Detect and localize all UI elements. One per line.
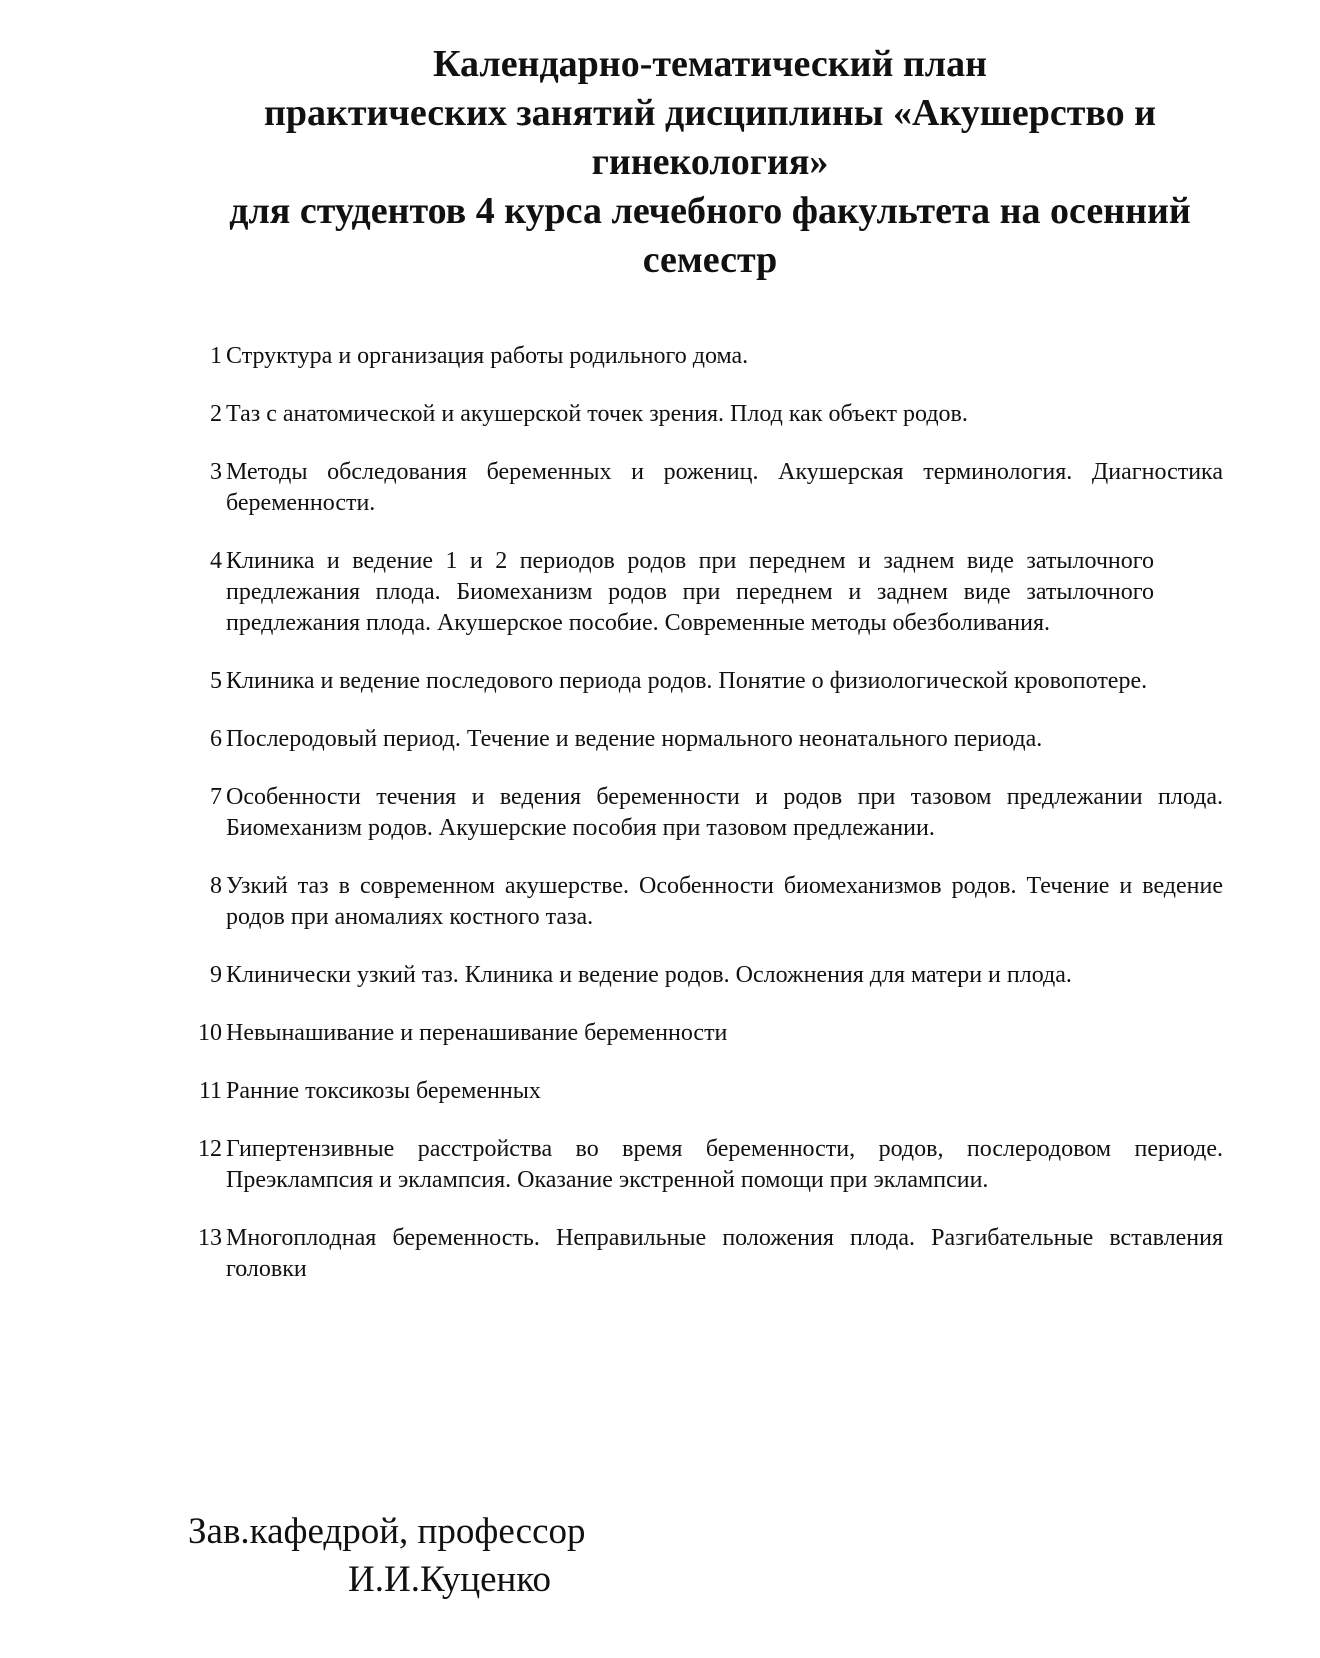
- item-text: Таз с анатомической и акушерской точек зрения. Плод как объект родов.: [226, 401, 968, 427]
- item-text: Многоплодная беременность. Неправильные положения плода. Разгибательные вставления головки: [226, 1225, 1223, 1282]
- title-line: для студентов 4 курса лечебного факультета на осенний: [229, 190, 1191, 232]
- item-number: 11: [198, 1078, 222, 1104]
- list-item: [188, 960, 1223, 991]
- list-item: [188, 457, 1223, 519]
- item-text: Ранние токсикозы беременных: [226, 1078, 541, 1104]
- item-number: 12: [198, 1136, 222, 1162]
- item-text: Узкий таз в современном акушерстве. Особенности биомеханизмов родов. Течение и ведение родов при аномалиях костного таза.: [226, 873, 1223, 930]
- signature-name: И.И.Куценко: [348, 1559, 551, 1600]
- title-line: семестр: [642, 239, 778, 281]
- item-text: Особенности течения и ведения беременности и родов при тазовом предлежании плода. Биомеханизм родов. Акушерские пособия при тазовом предлежании.: [226, 784, 1223, 841]
- list-item: [188, 1223, 1223, 1285]
- item-number: 2: [210, 401, 222, 427]
- title-line: Календарно-тематический план: [432, 43, 988, 85]
- list-item: [188, 341, 1223, 372]
- item-number: 8: [210, 873, 222, 899]
- list-item: [188, 1134, 1223, 1196]
- list-item: [188, 782, 1223, 844]
- document-title: [180, 40, 1240, 285]
- list-item: [188, 546, 1223, 639]
- item-number: 3: [210, 459, 222, 485]
- list-item: [188, 871, 1223, 933]
- title-line: гинекология»: [591, 141, 829, 183]
- item-number: 4: [210, 548, 222, 574]
- item-number: 9: [210, 962, 222, 988]
- item-text: Структура и организация работы родильного дома.: [226, 343, 749, 369]
- item-text: Клинически узкий таз. Клиника и ведение родов. Осложнения для матери и плода.: [226, 962, 1072, 988]
- item-number: 13: [198, 1225, 222, 1251]
- item-text: Невынашивание и перенашивание беременности: [226, 1020, 728, 1046]
- title-line: практических занятий дисциплины «Акушерство и: [263, 92, 1157, 134]
- list-item: [188, 666, 1223, 697]
- topic-list: [188, 341, 1223, 1312]
- signature-block: [188, 1508, 586, 1604]
- item-number: 1: [210, 343, 222, 369]
- list-item: [188, 724, 1223, 755]
- item-number: 10: [198, 1020, 222, 1046]
- list-item: [188, 1018, 1223, 1049]
- item-number: 6: [210, 726, 222, 752]
- list-item: [188, 399, 1223, 430]
- item-number: 7: [210, 784, 222, 810]
- item-text: Послеродовый период. Течение и ведение нормального неонатального периода.: [226, 726, 1043, 752]
- signature-position: Зав.кафедрой, профессор: [188, 1511, 586, 1552]
- item-text: Методы обследования беременных и рожениц. Акушерская терминология. Диагностика беременности.: [226, 459, 1223, 516]
- item-number: 5: [210, 668, 222, 694]
- list-item: [188, 1076, 1223, 1107]
- item-text: Клиника и ведение 1 и 2 периодов родов при переднем и заднем виде затылочного предлежания плода. Биомеханизм родов при переднем и заднем виде затылочного предлежания плода. Акушерское пособие. Современные методы обезболивания.: [226, 548, 1154, 636]
- item-text: Клиника и ведение последового периода родов. Понятие о физиологической кровопотере.: [226, 668, 1148, 694]
- item-text: Гипертензивные расстройства во время беременности, родов, послеродовом периоде. Преэклампсия и эклампсия. Оказание экстренной помощи при эклампсии.: [226, 1136, 1223, 1193]
